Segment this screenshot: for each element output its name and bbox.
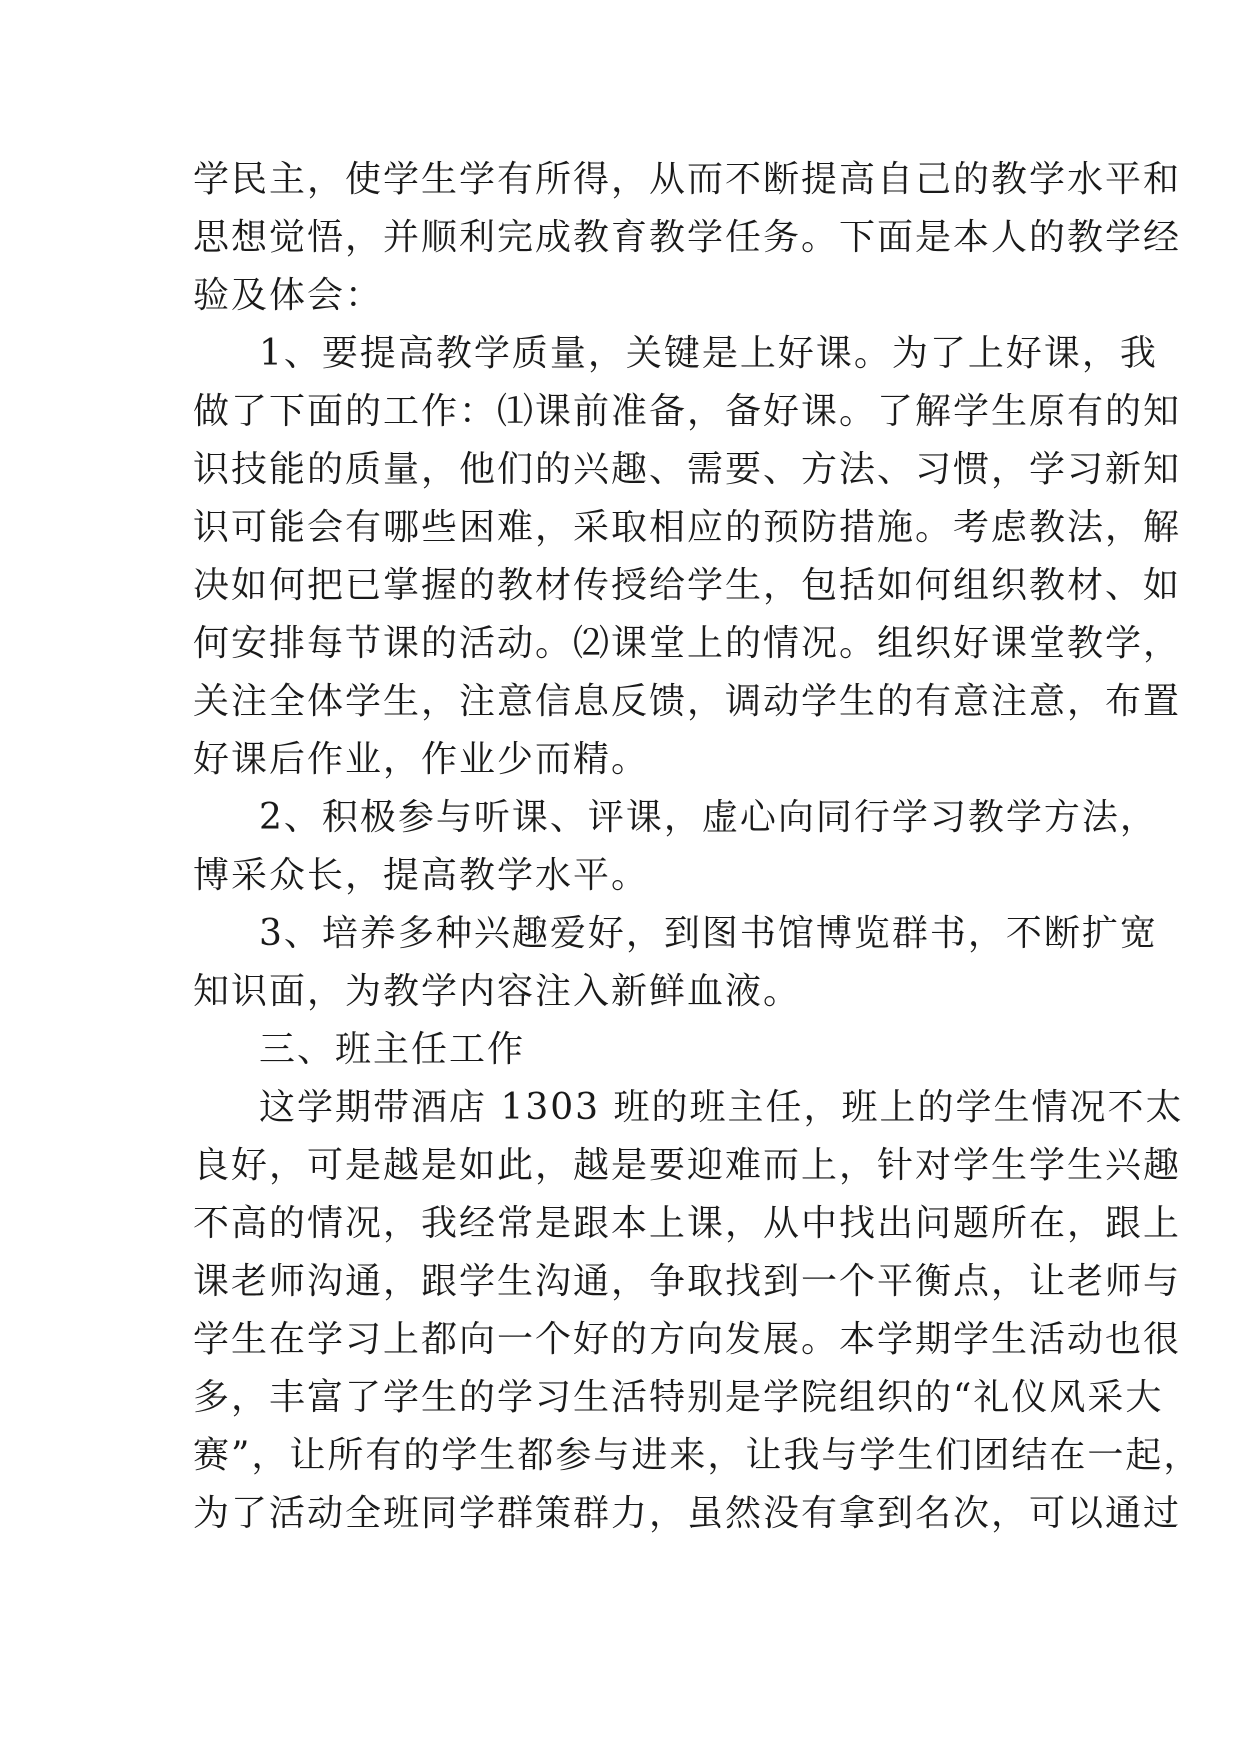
text-line: 赛”，让所有的学生都参与进来，让我与学生们团结在一起， — [193, 1435, 1202, 1476]
text-line: 识技能的质量，他们的兴趣、需要、方法、习惯，学习新知 — [193, 449, 1182, 490]
text-line: 好课后作业，作业少而精。 — [193, 739, 650, 780]
text-line: 识可能会有哪些困难，采取相应的预防措施。考虑教法，解 — [193, 507, 1182, 548]
text-line: 决如何把已掌握的教材传授给学生，包括如何组织教材、如 — [193, 565, 1182, 606]
paragraph-line: 这学期带酒店 1303 班的班主任，班上的学生情况不太 — [259, 1087, 1184, 1128]
paragraph-line: 3、培养多种兴趣爱好，到图书馆博览群书，不断扩宽 — [259, 913, 1158, 954]
text-line: 多，丰富了学生的学习生活特别是学院组织的“礼仪风采大 — [193, 1377, 1164, 1418]
text-line: 做了下面的工作：⑴课前准备，备好课。了解学生原有的知 — [193, 391, 1182, 432]
text-line: 思想觉悟，并顺利完成教育教学任务。下面是本人的教学经 — [193, 217, 1182, 258]
text-line: 验及体会： — [193, 275, 384, 316]
text-line: 博采众长，提高教学水平。 — [193, 855, 650, 896]
text-line: 关注全体学生，注意信息反馈，调动学生的有意注意，布置 — [193, 681, 1182, 722]
section-heading: 三、班主任工作 — [259, 1029, 526, 1070]
text-line: 知识面，为教学内容注入新鲜血液。 — [193, 971, 802, 1012]
text-line: 学生在学习上都向一个好的方向发展。本学期学生活动也很 — [193, 1319, 1182, 1360]
paragraph-line: 1、要提高教学质量，关键是上好课。为了上好课，我 — [259, 333, 1158, 374]
text-line: 学民主，使学生学有所得，从而不断提高自己的教学水平和 — [193, 159, 1182, 200]
text-line: 良好，可是越是如此，越是要迎难而上，针对学生学生兴趣 — [193, 1145, 1182, 1186]
text-line: 不高的情况，我经常是跟本上课，从中找出问题所在，跟上 — [193, 1203, 1182, 1244]
text-line: 课老师沟通，跟学生沟通，争取找到一个平衡点，让老师与 — [193, 1261, 1182, 1302]
paragraph-line: 2、积极参与听课、评课，虚心向同行学习教学方法， — [259, 797, 1158, 838]
text-line: 为了活动全班同学群策群力，虽然没有拿到名次，可以通过 — [193, 1493, 1182, 1534]
text-line: 何安排每节课的活动。⑵课堂上的情况。组织好课堂教学， — [193, 623, 1182, 664]
